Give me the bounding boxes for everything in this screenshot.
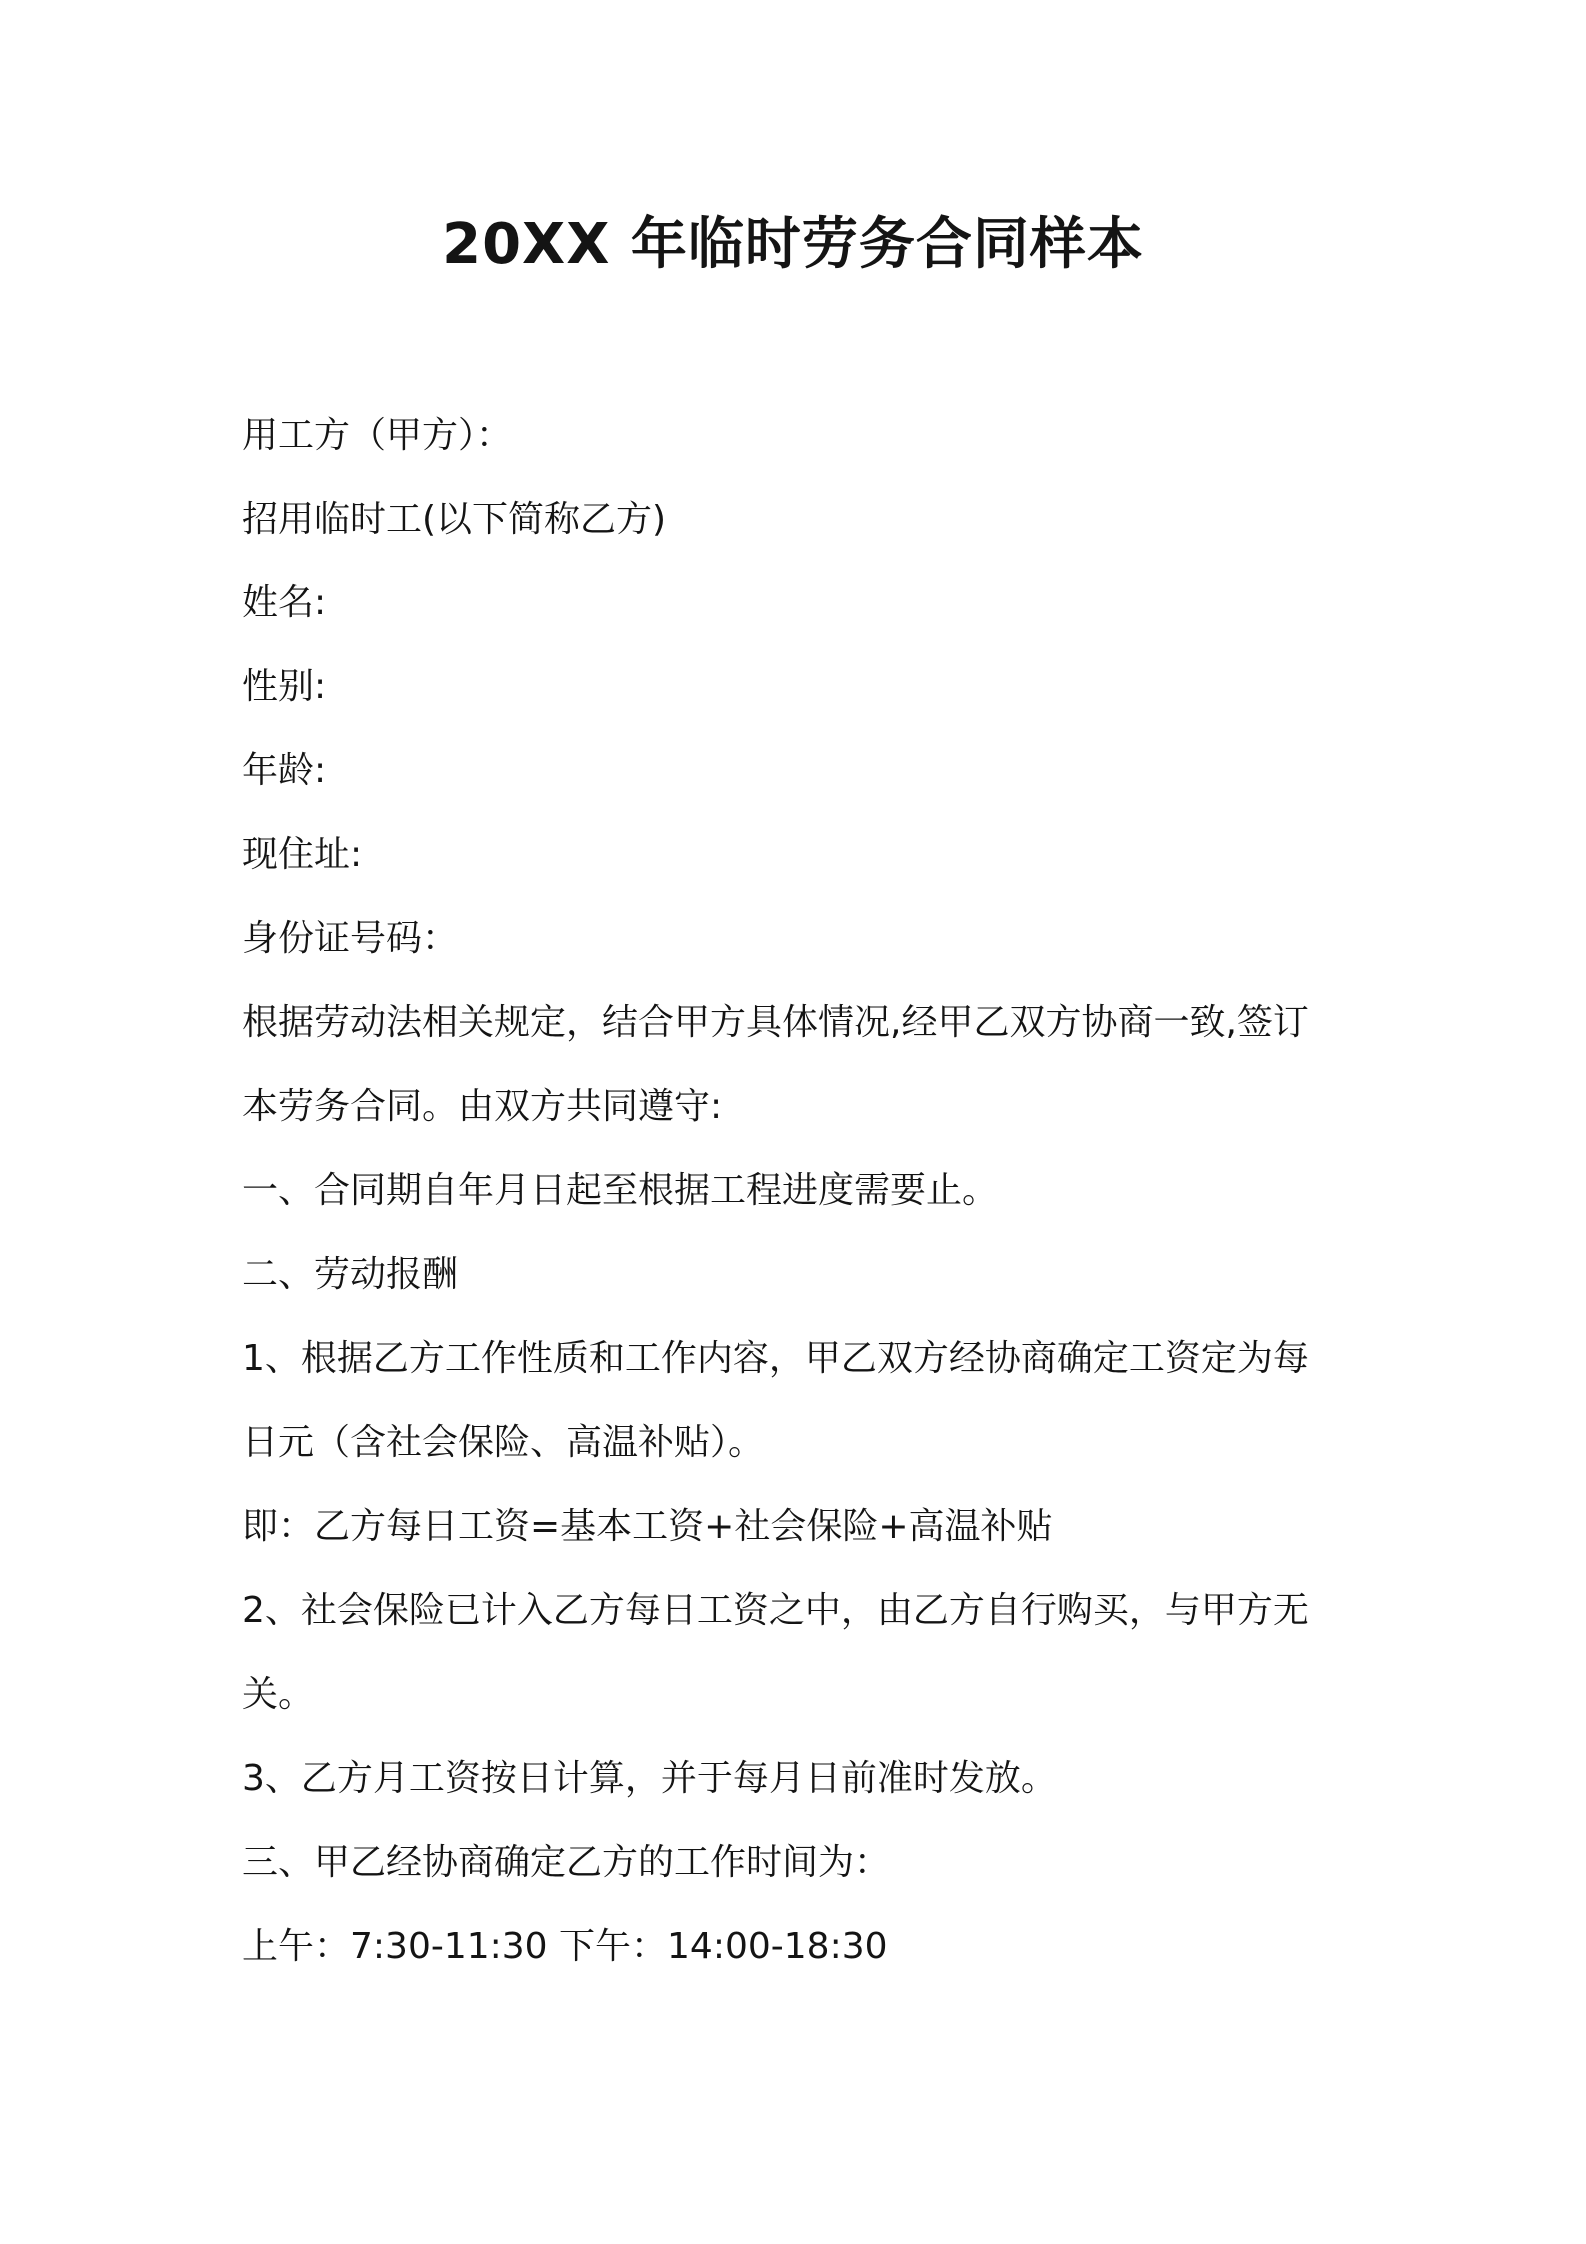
document-title: 20XX 年临时劳务合同样本 — [442, 212, 1144, 277]
line-gender: 性别: — [242, 666, 327, 707]
line-clause-2-2b: 关。 — [242, 1674, 315, 1715]
line-clause-2-heading: 二、劳动报酬 — [242, 1254, 459, 1295]
line-clause-2-2a: 2、社会保险已计入乙方每日工资之中，由乙方自行购买，与甲方无 — [242, 1590, 1309, 1631]
line-wage-formula: 即：乙方每日工资=基本工资+社会保险+高温补贴 — [242, 1506, 1053, 1547]
line-clause-3-heading: 三、甲乙经协商确定乙方的工作时间为： — [242, 1842, 891, 1883]
line-employee-intro: 招用临时工(以下简称乙方) — [242, 499, 667, 540]
line-clause-2-1b: 日元（含社会保险、高温补贴）。 — [242, 1422, 765, 1463]
line-clause-2-1a: 1、根据乙方工作性质和工作内容，甲乙双方经协商确定工资定为每 — [242, 1338, 1309, 1379]
line-clause-2-3: 3、乙方月工资按日计算，并于每月日前准时发放。 — [242, 1758, 1057, 1799]
line-id-number: 身份证号码： — [242, 918, 459, 959]
line-name: 姓名: — [242, 582, 327, 623]
line-employer: 用工方（甲方）： — [242, 415, 513, 456]
line-working-hours: 上午：7:30-11:30 下午：14:00-18:30 — [242, 1926, 888, 1967]
line-age: 年龄: — [242, 750, 327, 791]
line-preamble-2: 本劳务合同。由双方共同遵守: — [242, 1086, 723, 1127]
line-preamble-1: 根据劳动法相关规定，结合甲方具体情况,经甲乙双方协商一致,签订 — [242, 1002, 1309, 1043]
line-address: 现住址: — [242, 834, 363, 875]
line-clause-1: 一、合同期自年月日起至根据工程进度需要止。 — [242, 1170, 999, 1211]
